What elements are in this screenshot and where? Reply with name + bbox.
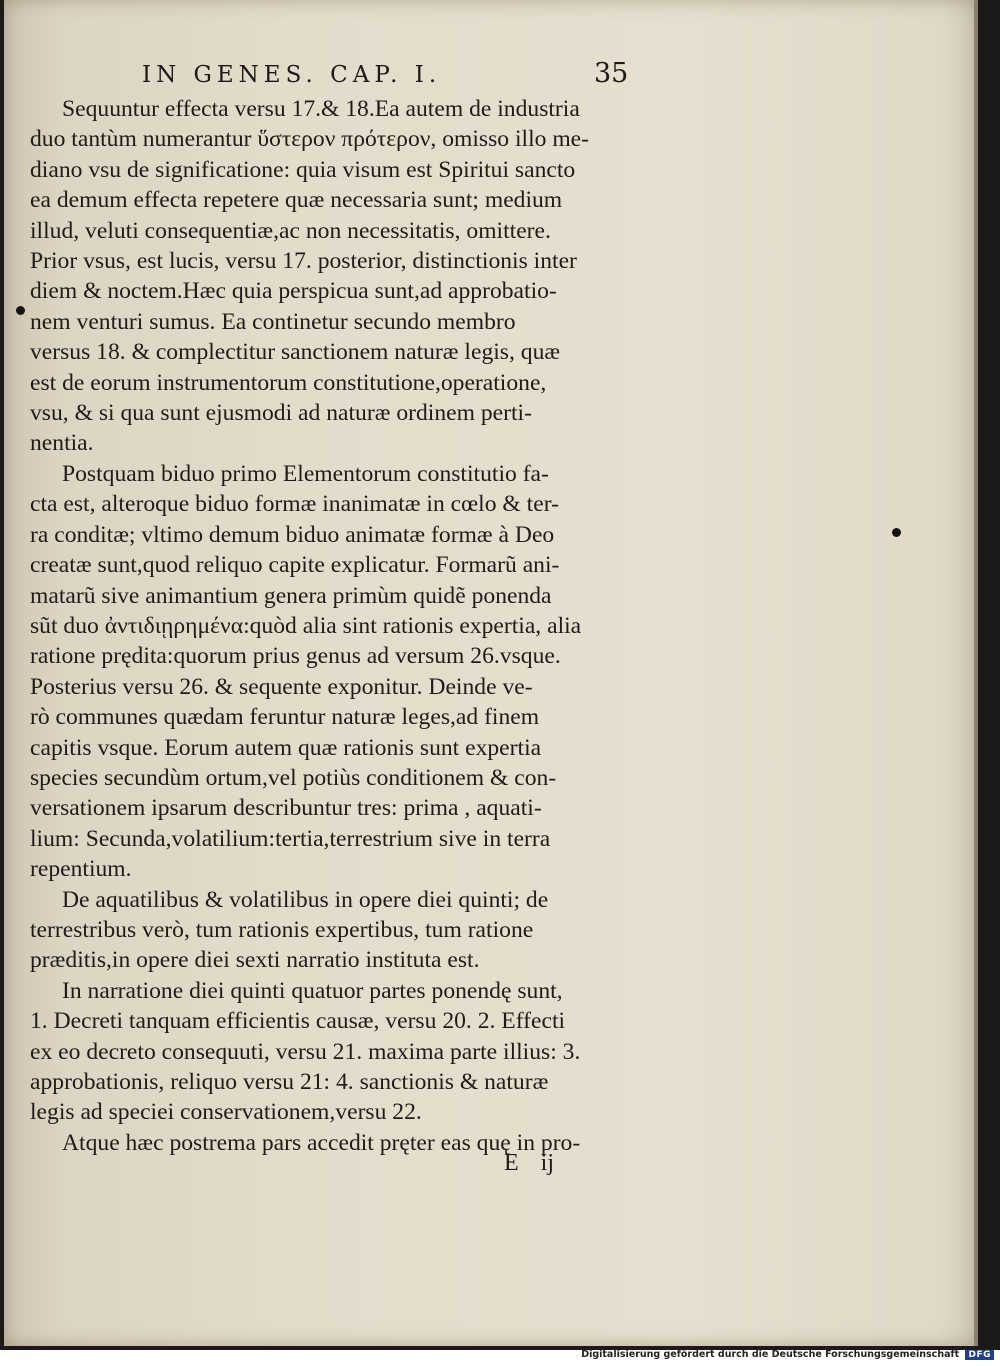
paragraph-4 (30, 976, 642, 1128)
text-line: ra conditæ; vltimo demum biduo animatæ formæ à Deo (30, 521, 555, 548)
text-line: creatæ sunt,quod reliquo capite explicatur. Formarũ ani- (30, 552, 560, 579)
text-line: ea demum effecta repetere quæ necessaria sunt; medium (30, 187, 563, 214)
text-line: Atque hæc postrema pars accedit pręter eas quę in pro- (62, 1129, 581, 1156)
running-title: IN GENES. CAP. I. (142, 62, 442, 88)
text-line: matarũ sive animantium genera primùm quidẽ ponenda (30, 582, 552, 609)
text-line: Prior vsus, est lucis, versu 17. posterior, distinctionis inter (30, 248, 577, 275)
digitization-credit (581, 1349, 994, 1360)
text-line: De aquatilibus & volatilibus in opere diei quinti; de (62, 886, 549, 913)
text-line: diem & noctem.Hæc quia perspicua sunt,ad approbatio- (30, 278, 557, 305)
text-line: ex eo decreto consequuti, versu 21. maxima parte illius: 3. (30, 1038, 581, 1065)
text-line: Posterius versu 26. & sequente exponitur. Deinde ve- (30, 673, 533, 700)
paragraph-1 (30, 94, 642, 459)
text-line: est de eorum instrumentorum constitutione,operatione, (30, 369, 547, 396)
paragraph-3 (30, 885, 642, 976)
text-line: species secundùm ortum,vel potiùs conditionem & con- (30, 764, 557, 791)
margin-dot-left (16, 306, 25, 315)
page-number: 35 (594, 58, 629, 89)
text-line: repentium. (30, 856, 132, 883)
text-line: lium: Secunda,volatilium:tertia,terrestrium sive in terra (30, 825, 551, 852)
text-line: terrestribus verò, tum rationis expertibus, tum ratione (30, 916, 534, 943)
credit-text: Digitalisierung gefördert durch die Deutsche Forschungsgemeinschaft (581, 1349, 960, 1360)
text-line: Postquam biduo primo Elementorum constitutio fa- (62, 460, 549, 487)
text-line: præditis,in opere diei sexti narratio instituta est. (30, 947, 480, 974)
text-line: legis ad speciei conservationem,versu 22. (30, 1099, 422, 1126)
margin-dot-right (892, 528, 901, 537)
text-line: nem venturi sumus. Ea continetur secundo membro (30, 308, 516, 335)
text-line: ratione prędita:quorum prius genus ad versum 26.vsque. (30, 643, 561, 670)
text-line: nentia. (30, 430, 94, 457)
text-line: versus 18. & complectitur sanctionem naturæ legis, quæ (30, 339, 561, 366)
page-body (30, 94, 642, 1158)
text-line: vsu, & si qua sunt ejusmodi ad naturæ ordinem perti- (30, 400, 532, 427)
text-line: cta est, alteroque biduo formæ inanimatæ in cœlo & ter- (30, 491, 559, 518)
text-line: rò communes quædam feruntur naturæ leges,ad finem (30, 704, 540, 731)
text-line: diano vsu de significatione: quia visum est Spiritui sancto (30, 156, 576, 183)
dfg-logo-icon: DFG (965, 1350, 994, 1360)
text-line: sũt duo ἀντιδιῃρημένα:quòd alia sint rationis expertia, alia (30, 612, 582, 639)
text-line: versationem ipsarum describuntur tres: prima , aquati- (30, 795, 542, 822)
text-line: capitis vsque. Eorum autem quæ rationis sunt expertia (30, 734, 542, 761)
book-page (4, 0, 978, 1346)
signature-mark: E ij (504, 1150, 554, 1176)
text-line: approbationis, reliquo versu 21: 4. sanctionis & naturæ (30, 1069, 549, 1095)
text-line: illud, veluti consequentiæ,ac non necessitatis, omittere. (30, 217, 551, 244)
text-line: Sequuntur effecta versu 17.& 18.Ea autem de industria (62, 96, 580, 122)
paragraph-2 (30, 459, 642, 885)
text-line: duo tantùm numerantur ὕστερον πρότερον, omisso illo me- (30, 126, 590, 153)
text-line: In narratione diei quinti quatuor partes ponendę sunt, (62, 977, 563, 1004)
text-line: 1. Decreti tanquam efficientis causæ, versu 20. 2. Effecti (30, 1008, 566, 1035)
